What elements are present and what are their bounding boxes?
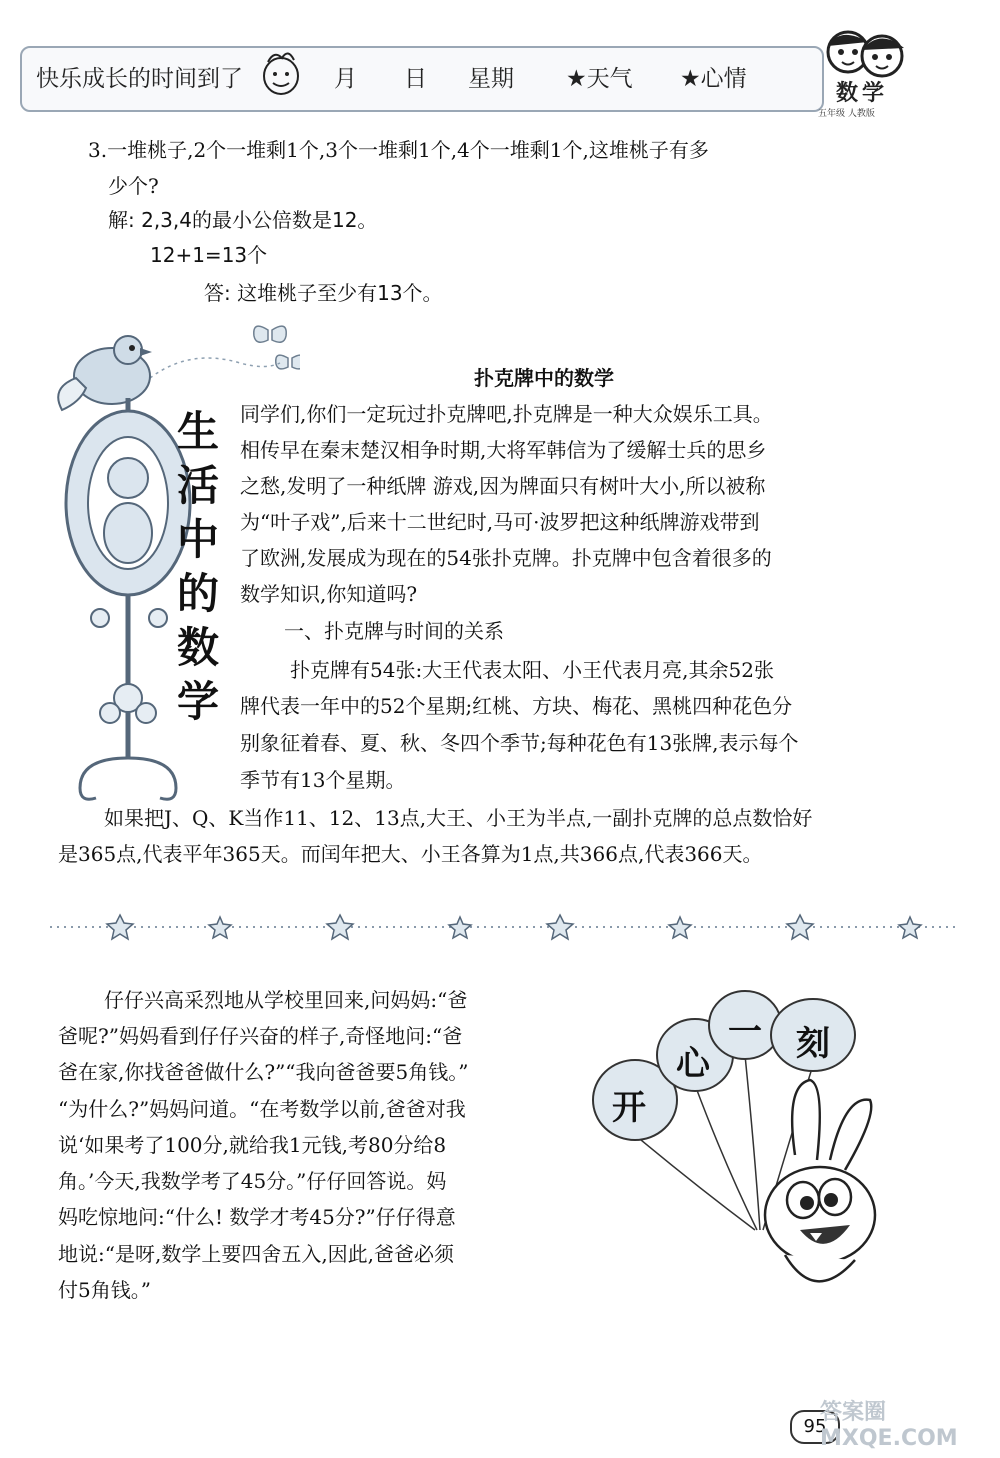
watermark: 答案圈 MXQE.COM (820, 1400, 958, 1451)
answer-line: 答: 这堆桃子至少有13个。 (204, 281, 443, 305)
side-title-char: 的 (176, 569, 219, 618)
article-line: 之愁,发明了一种纸牌 游戏,因为牌面只有树叶大小,所以被称 (240, 474, 766, 498)
header-mood: ★心情 (680, 66, 747, 92)
joke-line: 地说:“是呀,数学上要四舍五入,因此,爸爸必须 (58, 1242, 455, 1266)
article-line: 同学们,你们一定玩过扑克牌吧,扑克牌是一种大众娱乐工具。 (240, 402, 773, 426)
solution-line-2: 12+1=13个 (150, 243, 268, 267)
question-line-1: 3.一堆桃子,2个一堆剩1个,3个一堆剩1个,4个一堆剩1个,这堆桃子有多 (88, 138, 709, 162)
question-line-2: 少个? (108, 174, 159, 198)
header-slogan: 快乐成长的时间到了 (36, 66, 243, 92)
joke-line: 妈吃惊地问:“什么! 数学才考45分?”仔仔得意 (58, 1205, 456, 1229)
article-line: 季节有13个星期。 (240, 768, 406, 792)
side-title-char: 中 (176, 515, 219, 564)
page-number: 95 (790, 1410, 840, 1444)
joke-line: 角。’今天,我数学考了45分。”仔仔回答说。妈 (58, 1169, 447, 1193)
solution-line-1: 解: 2,3,4的最小公倍数是12。 (108, 208, 378, 232)
article-line: 牌代表一年中的52个星期;红桃、方块、梅花、黑桃四种花色分 (240, 694, 793, 718)
joke-line: 爸在家,你找爸爸做什么?”“我向爸爸要5角钱。” (58, 1060, 469, 1084)
joke-line: “为什么?”妈妈问道。“在考数学以前,爸爸对我 (58, 1097, 466, 1121)
article-line: 数学知识,你知道吗? (240, 582, 418, 606)
article-full-line: 如果把J、Q、K当作11、12、13点,大王、小王为半点,一副扑克牌的总点数恰好 (104, 806, 813, 830)
joke-line: 说‘如果考了100分,就给我1元钱,考80分给8 (58, 1133, 447, 1157)
header-day: 日 (404, 66, 427, 92)
article-line: 相传早在秦末楚汉相争时期,大将军韩信为了缓解士兵的思乡 (240, 438, 767, 462)
balloon-char: 刻 (796, 1024, 830, 1064)
joke-line: 仔仔兴高采烈地从学校里回来,问妈妈:“爸 (104, 988, 468, 1012)
star-divider (40, 905, 970, 945)
side-title-char: 学 (176, 677, 219, 726)
article-line: 别象征着春、夏、秋、冬四个季节;每种花色有13张牌,表示每个 (240, 731, 799, 755)
article-title: 扑克牌中的数学 (474, 366, 614, 390)
logo-sub: 五年级 人教版 (818, 109, 875, 119)
side-title-char: 生 (176, 407, 219, 456)
side-title (168, 405, 228, 729)
header-weather: ★天气 (566, 66, 633, 92)
side-title-char: 数 (176, 623, 219, 672)
side-title-char: 活 (176, 461, 219, 510)
header-month: 月 (334, 66, 357, 92)
article-line: 扑克牌有54张:大王代表太阳、小王代表月亮,其余52张 (290, 658, 774, 682)
face-doodle-icon (258, 48, 304, 98)
article-line: 为“叶子戏”,后来十二世纪时,马可·波罗把这种纸牌游戏带到 (240, 510, 760, 534)
joke-line: 付5角钱。” (58, 1278, 151, 1302)
balloon-char: 心 (676, 1044, 710, 1084)
header-weekday: 星期 (468, 66, 514, 92)
joke-line: 爸呢?”妈妈看到仔仔兴奋的样子,奇怪地问:“爸 (58, 1024, 463, 1048)
article-line: 了欧洲,发展成为现在的54张扑克牌。扑克牌中包含着很多的 (240, 546, 772, 570)
article-subheading: 一、扑克牌与时间的关系 (284, 619, 504, 643)
logo-word: 数学 (836, 81, 889, 106)
subject-logo (810, 20, 920, 125)
article-full-line: 是365点,代表平年365天。而闰年把大、小王各算为1点,共366点,代表366天。 (58, 842, 763, 866)
balloon-char: 一 (728, 1012, 762, 1052)
balloon-char: 开 (612, 1088, 646, 1128)
